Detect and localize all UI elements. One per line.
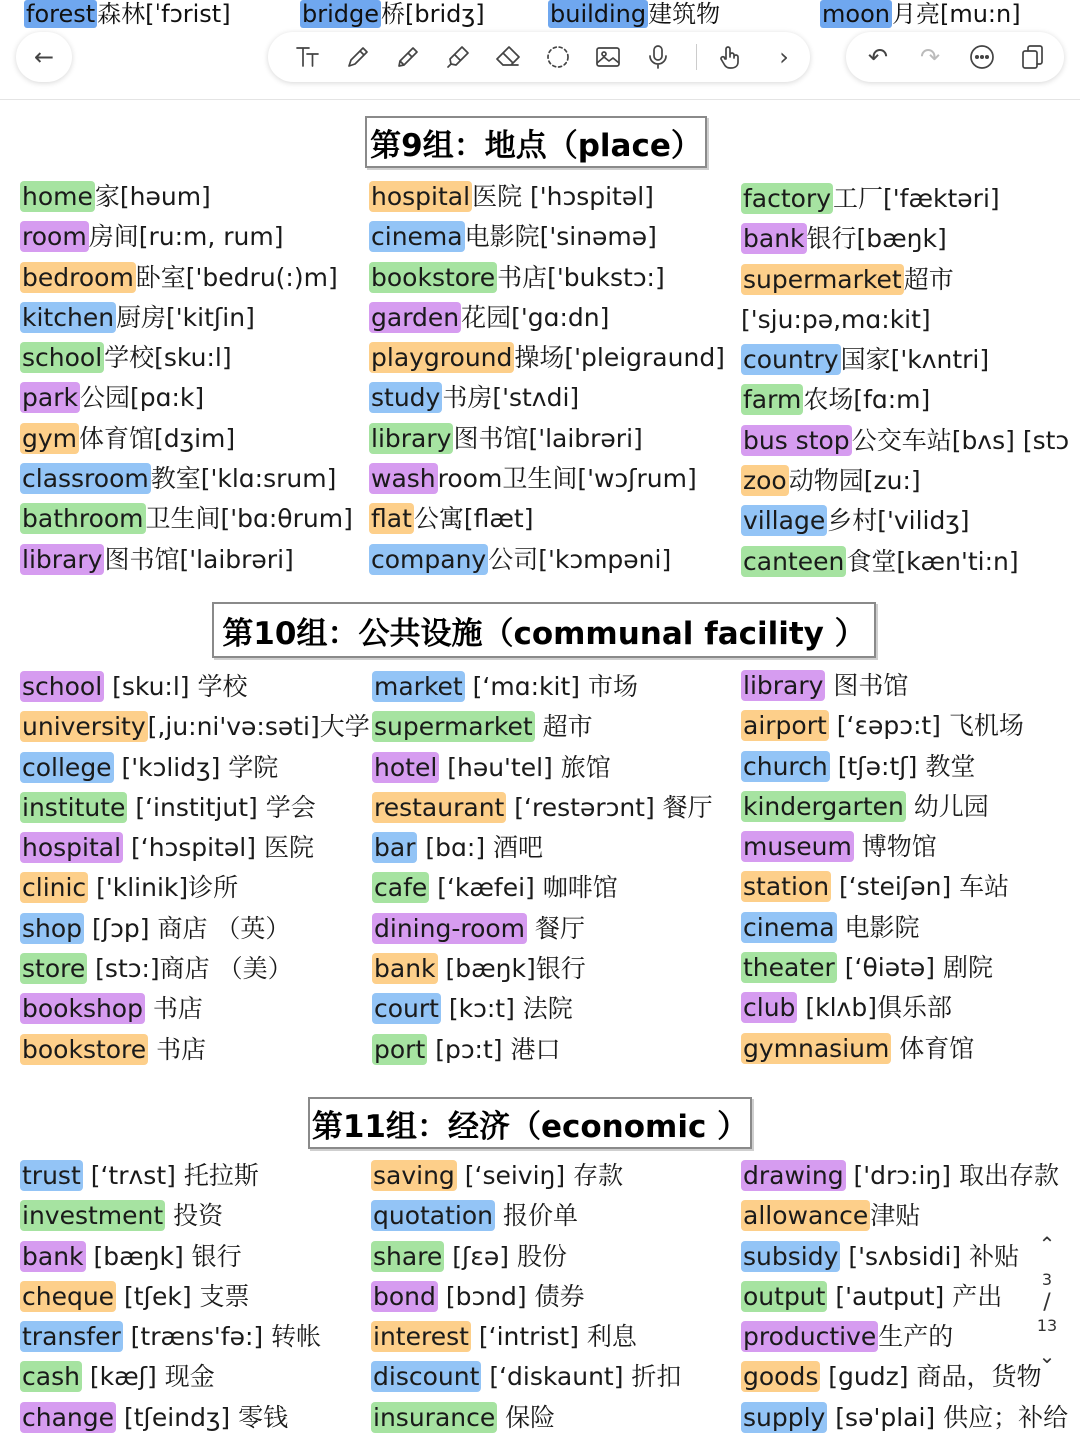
vocab-word: bank bbox=[22, 1241, 84, 1271]
vocab-entry bbox=[20, 667, 370, 707]
vocab-entry bbox=[369, 540, 725, 580]
vocab-entry bbox=[371, 1317, 681, 1357]
vocab-entry bbox=[741, 747, 1024, 787]
vocab-entry bbox=[371, 1196, 681, 1236]
vocab-entry bbox=[741, 1029, 1024, 1069]
vocab-meaning: [‘diskaunt] 折扣 bbox=[481, 1362, 682, 1392]
vocab-entry bbox=[372, 707, 713, 747]
vocab-word: interest bbox=[373, 1322, 469, 1352]
vocab-word: change bbox=[22, 1402, 115, 1432]
vocab-meaning: [træns'fə:] 转帐 bbox=[122, 1322, 322, 1352]
vocab-word: building bbox=[550, 0, 647, 28]
vocab-meaning: 学校[sku:l] bbox=[104, 343, 232, 373]
vocab-word: gymnasium bbox=[743, 1033, 890, 1063]
vocab-entry bbox=[20, 989, 370, 1029]
vocab-word: bank bbox=[743, 224, 805, 254]
vocab-meaning: 书店 bbox=[144, 994, 203, 1024]
vocab-meaning: [bɔnd] 债券 bbox=[437, 1281, 585, 1311]
vocab-entry bbox=[371, 1277, 681, 1317]
vocab-meaning: [stɔ:]商店 （美） bbox=[87, 954, 293, 984]
tool-pill bbox=[268, 32, 810, 82]
vocab-word: room bbox=[22, 222, 87, 252]
vocab-word: cash bbox=[22, 1362, 80, 1392]
history-pill bbox=[846, 32, 1064, 82]
vocab-entry bbox=[741, 340, 1069, 380]
vocab-word: gym bbox=[22, 423, 78, 453]
vocab-word: bathroom bbox=[22, 504, 144, 534]
g10-col1 bbox=[20, 667, 370, 1070]
vocab-meaning: 森林[ˈfɔrist] bbox=[97, 0, 231, 28]
g9-col1 bbox=[20, 177, 353, 580]
vocab-meaning: 花园['gɑ:dn] bbox=[461, 302, 610, 332]
vocab-meaning: [‘ɛəpɔ:t] 飞机场 bbox=[828, 711, 1024, 741]
vocab-entry bbox=[741, 1196, 1068, 1236]
vocab-meaning: [‘kæfei] 咖啡馆 bbox=[429, 873, 618, 903]
g11-col2 bbox=[371, 1156, 681, 1438]
vocab-entry bbox=[372, 667, 713, 707]
g11-col1 bbox=[20, 1156, 321, 1438]
vocab-entry bbox=[741, 988, 1024, 1028]
vocab-entry bbox=[372, 828, 713, 868]
vocab-word: output bbox=[743, 1281, 826, 1311]
vocab-word: productive bbox=[743, 1322, 877, 1352]
vocab-word: country bbox=[743, 345, 839, 375]
vocab-word: cafe bbox=[374, 873, 428, 903]
undo-icon[interactable]: ↶ bbox=[867, 43, 889, 71]
current-page: 3 bbox=[1041, 1270, 1053, 1289]
more-icon[interactable] bbox=[964, 39, 1000, 75]
vocab-meaning: [kæʃ] 现金 bbox=[81, 1362, 215, 1392]
vocab-word: insurance bbox=[373, 1402, 496, 1432]
vocab-entry bbox=[741, 1398, 1068, 1438]
vocab-meaning: 公园[pɑ:k] bbox=[79, 383, 205, 413]
vocab-word: saving bbox=[373, 1161, 455, 1190]
vocab-entry bbox=[20, 748, 370, 788]
pencil-icon[interactable] bbox=[390, 39, 426, 75]
vocab-entry bbox=[20, 540, 353, 580]
vocab-entry bbox=[371, 1357, 681, 1397]
vocab-word: theater bbox=[743, 953, 835, 983]
vocab-word: garden bbox=[371, 302, 460, 332]
vocab-meaning: [‘mɑ:kit] 市场 bbox=[464, 672, 638, 701]
vocab-word: school bbox=[22, 343, 103, 373]
vocab-word: hospital bbox=[371, 182, 471, 211]
vocab-meaning: 图书馆['laibrəri] bbox=[104, 544, 294, 574]
vocab-word: school bbox=[22, 672, 103, 701]
vocab-meaning: [‘seiviŋ] 存款 bbox=[456, 1161, 624, 1190]
total-pages: 13 bbox=[1036, 1316, 1058, 1335]
top-strip-item bbox=[300, 0, 485, 28]
vocab-meaning: [‘restərɔnt] 餐厅 bbox=[506, 792, 713, 822]
vocab-entry bbox=[369, 419, 725, 459]
vocab-entry bbox=[372, 989, 713, 1029]
vocab-meaning: 食堂[kæn'ti:n] bbox=[846, 546, 1019, 576]
vocab-word: wash bbox=[371, 464, 436, 494]
lasso-icon[interactable] bbox=[540, 39, 576, 75]
vocab-word: bank bbox=[374, 954, 436, 984]
vocab-word: library bbox=[22, 544, 103, 574]
image-icon[interactable] bbox=[590, 39, 626, 75]
vocab-entry bbox=[20, 338, 353, 378]
vocab-entry bbox=[372, 788, 713, 828]
vocab-entry bbox=[20, 258, 353, 298]
vocab-entry bbox=[20, 1196, 321, 1236]
vocab-word: shop bbox=[22, 913, 83, 943]
vocab-entry bbox=[741, 179, 1069, 219]
vocab-word: church bbox=[743, 751, 828, 781]
vocab-entry bbox=[20, 909, 370, 949]
page-slash: / bbox=[1043, 1290, 1051, 1315]
vocab-entry bbox=[741, 706, 1024, 746]
vocab-meaning: 公交车站[bʌs] [stɔ bbox=[851, 425, 1070, 455]
vocab-meaning: 操场['pleigraund] bbox=[514, 343, 725, 373]
vocab-word: quotation bbox=[373, 1201, 494, 1231]
vocab-word: supply bbox=[743, 1402, 826, 1432]
vocab-entry bbox=[741, 300, 1069, 340]
vocab-entry bbox=[20, 177, 353, 217]
vocab-meaning: 书房['stʌdi] bbox=[442, 383, 580, 413]
toolbar bbox=[0, 28, 1080, 100]
vocab-word: restaurant bbox=[374, 792, 505, 822]
vocab-meaning: 桥[bridʒ] bbox=[381, 0, 485, 28]
top-strip-item bbox=[548, 0, 720, 28]
vocab-meaning: 津贴 bbox=[870, 1201, 921, 1231]
vocab-meaning: [‘trʌst] 托拉斯 bbox=[82, 1161, 259, 1190]
vocab-meaning: [sə'plai] 供应；补给 bbox=[827, 1402, 1069, 1432]
vocab-word: allowance bbox=[743, 1201, 869, 1231]
vocab-meaning: [tʃek] 支票 bbox=[116, 1281, 250, 1311]
vocab-word: zoo bbox=[743, 466, 787, 496]
vocab-meaning: 教室['klɑ:srum] bbox=[150, 464, 337, 494]
vocab-word: college bbox=[22, 752, 112, 782]
vocab-entry bbox=[369, 258, 725, 298]
vocab-meaning: [kɔ:t] 法院 bbox=[440, 994, 573, 1024]
vocab-meaning: 报价单 bbox=[495, 1201, 578, 1231]
vocab-word: kitchen bbox=[22, 302, 115, 332]
vocab-word: subsidy bbox=[743, 1241, 839, 1271]
vocab-entry bbox=[20, 378, 353, 418]
g10-col3 bbox=[741, 666, 1024, 1069]
vocab-entry bbox=[20, 707, 370, 747]
vocab-word: share bbox=[373, 1241, 443, 1271]
vocab-word: discount bbox=[373, 1362, 480, 1392]
vocab-meaning: 卧室['bedru(:)m] bbox=[135, 262, 338, 292]
group-11-title: 第11组：经济（economic ） bbox=[308, 1097, 752, 1149]
vocab-word: airport bbox=[743, 711, 827, 741]
vocab-meaning: [klʌb]俱乐部 bbox=[797, 993, 952, 1023]
vocab-meaning: 房间[ru:m, rum] bbox=[88, 222, 284, 252]
vocab-word: goods bbox=[743, 1362, 819, 1392]
top-strip-item bbox=[820, 0, 1021, 28]
vocab-word: farm bbox=[743, 385, 802, 415]
chevron-right-icon[interactable]: › bbox=[779, 43, 789, 71]
vocab-entry bbox=[369, 459, 725, 499]
vocab-entry bbox=[741, 380, 1069, 420]
vocab-meaning: [tʃeindʒ] 零钱 bbox=[116, 1402, 289, 1432]
vocab-entry bbox=[372, 909, 713, 949]
vocab-meaning: [bæŋk]银行 bbox=[437, 954, 586, 984]
vocab-meaning: 书店['bukstɔ:] bbox=[497, 262, 665, 292]
vocab-entry bbox=[369, 378, 725, 418]
vocab-meaning: ['klinik]诊所 bbox=[88, 873, 239, 903]
vocab-word: hotel bbox=[374, 752, 438, 782]
vocab-meaning: [‘θiətə] 剧院 bbox=[836, 953, 993, 983]
vocab-entry bbox=[741, 260, 1069, 300]
pages-icon[interactable] bbox=[1014, 39, 1050, 75]
vocab-entry bbox=[369, 499, 725, 539]
vocab-word: canteen bbox=[743, 546, 845, 576]
vocab-word: factory bbox=[743, 184, 832, 213]
vocab-meaning: 家[həum] bbox=[94, 182, 211, 211]
vocab-word: museum bbox=[743, 832, 852, 862]
vocab-word: bridge bbox=[302, 0, 380, 28]
vocab-word: station bbox=[743, 872, 830, 902]
vocab-entry bbox=[20, 949, 370, 989]
g11-col3 bbox=[741, 1156, 1068, 1438]
vocab-meaning: 生产的 bbox=[878, 1322, 954, 1352]
vocab-entry bbox=[741, 1277, 1068, 1317]
vocab-meaning: 农场[fɑ:m] bbox=[803, 385, 931, 415]
vocab-meaning: 电影院['sinəmə] bbox=[464, 222, 657, 252]
vocab-word: clinic bbox=[22, 873, 87, 903]
vocab-meaning: 餐厅 bbox=[527, 913, 585, 943]
vocab-word: dining-room bbox=[374, 913, 526, 943]
vocab-meaning: 超市 bbox=[903, 264, 954, 294]
vocab-meaning: ['drɔ:iŋ] 取出存款 bbox=[845, 1161, 1059, 1190]
vocab-meaning: [‘steiʃən] 车站 bbox=[831, 872, 1010, 902]
vocab-word: supermarket bbox=[743, 264, 902, 294]
vocab-entry bbox=[20, 419, 353, 459]
vocab-word: supermarket bbox=[374, 712, 533, 742]
vocab-meaning: [həu'tel] 旅馆 bbox=[439, 752, 611, 782]
vocab-entry bbox=[20, 499, 353, 539]
vocab-entry bbox=[20, 217, 353, 257]
vocab-word: library bbox=[371, 423, 452, 453]
vocab-entry bbox=[741, 867, 1024, 907]
text-style-icon[interactable] bbox=[290, 39, 326, 75]
microphone-icon[interactable] bbox=[640, 39, 676, 75]
vocab-entry bbox=[369, 217, 725, 257]
vocab-meaning: [ʃɔp] 商店 （英） bbox=[84, 913, 291, 943]
vocab-word: trust bbox=[22, 1161, 81, 1190]
vocab-word: club bbox=[743, 993, 796, 1023]
vocab-word: university bbox=[22, 712, 146, 742]
vocab-meaning: 图书馆['laibrəri] bbox=[453, 423, 643, 453]
vocab-word: bedroom bbox=[22, 262, 134, 292]
vocab-word: investment bbox=[22, 1201, 164, 1231]
page-down-icon[interactable]: ⌄ bbox=[1038, 1344, 1056, 1368]
vocab-entry bbox=[372, 868, 713, 908]
vocab-entry bbox=[369, 177, 725, 217]
vocab-word: moon bbox=[822, 0, 890, 28]
vocab-meaning: ['autput] 产出 bbox=[827, 1281, 1003, 1311]
vocab-entry bbox=[741, 421, 1069, 461]
vocab-meaning: [bɑ:] 酒吧 bbox=[417, 833, 544, 863]
vocab-entry bbox=[741, 787, 1024, 827]
vocab-entry bbox=[371, 1398, 681, 1438]
vocab-meaning: [gudz] 商品，货物 bbox=[820, 1362, 1042, 1392]
vocab-word: park bbox=[22, 383, 78, 413]
vocab-entry bbox=[741, 542, 1069, 582]
vocab-meaning: [bæŋk] 银行 bbox=[85, 1241, 242, 1271]
vocab-word: classroom bbox=[22, 464, 149, 494]
vocab-word: bus stop bbox=[743, 425, 850, 455]
vocab-meaning: 建筑物 bbox=[648, 0, 721, 28]
vocab-meaning: 幼儿园 bbox=[905, 791, 989, 821]
highlighter-icon[interactable] bbox=[440, 39, 476, 75]
vocab-entry bbox=[741, 1357, 1068, 1397]
vocab-entry bbox=[741, 666, 1024, 706]
vocab-word: village bbox=[743, 506, 826, 536]
vocab-meaning: 体育馆 bbox=[891, 1033, 975, 1063]
vocab-word: library bbox=[743, 671, 824, 700]
g9-col3 bbox=[741, 179, 1069, 582]
vocab-meaning: 动物园[zu:] bbox=[788, 466, 921, 496]
vocab-meaning: 卫生间['bɑ:θrum] bbox=[145, 504, 353, 534]
vocab-meaning: 公司['kɔmpəni] bbox=[488, 544, 672, 574]
vocab-word: hospital bbox=[22, 833, 122, 863]
vocab-entry bbox=[741, 827, 1024, 867]
vocab-word: study bbox=[371, 383, 441, 413]
vocab-entry bbox=[369, 338, 725, 378]
vocab-meaning: 月亮[mu:n] bbox=[891, 0, 1021, 28]
vocab-meaning: [‘hɔspitəl] 医院 bbox=[123, 833, 314, 863]
vocab-meaning: 超市 bbox=[534, 712, 593, 742]
vocab-word: flat bbox=[371, 504, 412, 534]
vocab-entry bbox=[372, 1030, 713, 1070]
vocab-meaning: [‘intrist] 利息 bbox=[470, 1322, 637, 1352]
vocab-word: store bbox=[22, 954, 86, 984]
vocab-meaning: 体育馆[dʒim] bbox=[79, 423, 236, 453]
vocab-meaning: 投资 bbox=[165, 1201, 224, 1231]
group-9-title: 第9组：地点（place） bbox=[365, 116, 707, 168]
toolbar-divider bbox=[696, 44, 697, 70]
vocab-entry bbox=[741, 1156, 1068, 1196]
vocab-entry bbox=[741, 948, 1024, 988]
vocab-meaning: ['sʌbsidi] 补贴 bbox=[840, 1241, 1020, 1271]
hand-touch-icon[interactable] bbox=[712, 39, 748, 75]
vocab-entry bbox=[20, 459, 353, 499]
vocab-word: market bbox=[374, 672, 463, 701]
vocab-entry bbox=[371, 1156, 681, 1196]
vocab-meaning: [‘institjut] 学会 bbox=[127, 792, 316, 822]
vocab-word: institute bbox=[22, 792, 126, 822]
vocab-entry bbox=[371, 1237, 681, 1277]
vocab-meaning: 公寓[flæt] bbox=[413, 504, 534, 534]
vocab-meaning: ['sju:pə,mɑ:kit] bbox=[741, 304, 931, 334]
vocab-meaning: 医院 ['hɔspitəl] bbox=[472, 182, 654, 211]
group-10-title: 第10组：公共设施（communal facility ） bbox=[212, 602, 876, 658]
vocab-entry bbox=[20, 788, 370, 828]
vocab-meaning: [ʃɛə] 股份 bbox=[444, 1241, 568, 1271]
vocab-meaning: 书店 bbox=[148, 1034, 207, 1064]
vocab-meaning: 银行[bæŋk] bbox=[806, 224, 947, 254]
eraser-icon[interactable] bbox=[490, 39, 526, 75]
vocab-entry bbox=[20, 1398, 321, 1438]
vocab-meaning: [pɔ:t] 港口 bbox=[427, 1034, 561, 1064]
vocab-word: bond bbox=[373, 1281, 436, 1311]
vocab-meaning: 国家['kʌntri] bbox=[840, 345, 990, 375]
vocab-word: bookstore bbox=[22, 1034, 147, 1064]
redo-icon[interactable]: ↷ bbox=[919, 43, 941, 71]
vocab-entry bbox=[741, 461, 1069, 501]
vocab-entry bbox=[741, 1317, 1068, 1357]
vocab-entry bbox=[20, 868, 370, 908]
pen-icon[interactable] bbox=[340, 39, 376, 75]
top-strip bbox=[0, 0, 1080, 28]
page-indicator bbox=[1032, 1232, 1062, 1440]
vocab-meaning: 保险 bbox=[497, 1402, 556, 1432]
vocab-entry bbox=[20, 1030, 370, 1070]
vocab-entry bbox=[20, 828, 370, 868]
g9-col2 bbox=[369, 177, 725, 580]
vocab-entry bbox=[741, 219, 1069, 259]
vocab-entry bbox=[741, 1237, 1068, 1277]
vocab-word: bookstore bbox=[371, 262, 496, 292]
vocab-meaning: 图书馆 bbox=[825, 671, 909, 700]
vocab-word: transfer bbox=[22, 1322, 121, 1352]
vocab-word: port bbox=[374, 1034, 426, 1064]
vocab-entry bbox=[20, 1277, 321, 1317]
vocab-meaning: ['kɔlidʒ] 学院 bbox=[113, 752, 279, 782]
back-arrow-icon[interactable]: ← bbox=[33, 43, 55, 71]
vocab-word: cinema bbox=[743, 912, 835, 942]
vocab-entry bbox=[20, 1357, 321, 1397]
vocab-word: bookshop bbox=[22, 994, 143, 1024]
vocab-meaning: 博物馆 bbox=[853, 832, 937, 862]
vocab-entry bbox=[372, 949, 713, 989]
vocab-word: playground bbox=[371, 343, 513, 373]
vocab-word: forest bbox=[26, 0, 96, 28]
vocab-entry bbox=[741, 501, 1069, 541]
vocab-word: bar bbox=[374, 833, 416, 863]
vocab-meaning: 工厂['fæktəri] bbox=[833, 184, 1000, 213]
vocab-meaning: room卫生间['wɔʃrum] bbox=[437, 464, 697, 494]
vocab-entry bbox=[20, 298, 353, 338]
page-up-icon[interactable]: ⌃ bbox=[1038, 1232, 1056, 1256]
vocab-entry bbox=[20, 1237, 321, 1277]
vocab-meaning: 电影院 bbox=[836, 912, 920, 942]
vocab-entry bbox=[20, 1317, 321, 1357]
top-strip-item bbox=[24, 0, 231, 28]
vocab-meaning: [,ju:ni'və:səti]大学 bbox=[147, 712, 370, 742]
vocab-entry bbox=[369, 298, 725, 338]
vocab-word: kindergarten bbox=[743, 791, 904, 821]
vocab-meaning: [sku:l] 学校 bbox=[104, 672, 248, 701]
vocab-entry bbox=[741, 908, 1024, 948]
vocab-word: cheque bbox=[22, 1281, 115, 1311]
vocab-word: court bbox=[374, 994, 439, 1024]
back-pill bbox=[16, 32, 72, 82]
vocab-word: drawing bbox=[743, 1161, 844, 1190]
vocab-entry bbox=[20, 1156, 321, 1196]
vocab-meaning: 乡村['vilidʒ] bbox=[827, 506, 970, 536]
vocab-meaning: [tʃə:tʃ] 教堂 bbox=[829, 751, 976, 781]
vocab-word: home bbox=[22, 182, 93, 211]
g10-col2 bbox=[372, 667, 713, 1070]
vocab-word: company bbox=[371, 544, 487, 574]
vocab-entry bbox=[372, 748, 713, 788]
vocab-word: cinema bbox=[371, 222, 463, 252]
vocab-meaning: 厨房['kitʃin] bbox=[116, 302, 255, 332]
